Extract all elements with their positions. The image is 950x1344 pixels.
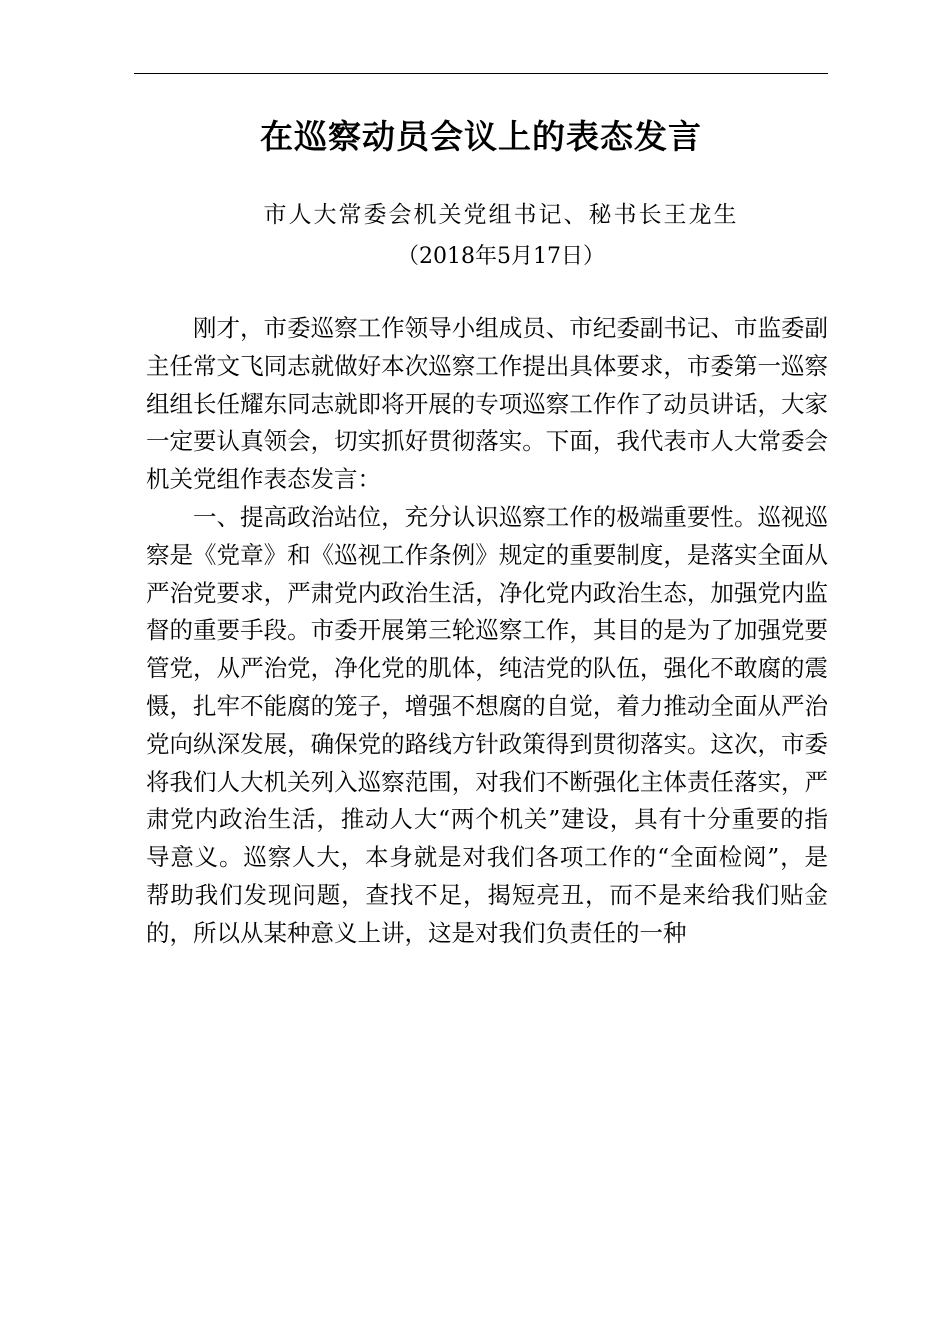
document-author: 市人大常委会机关党组书记、秘书长王龙生 — [263, 202, 739, 228]
paragraph: 刚才，市委巡察工作领导小组成员、市纪委副书记、市监委副主任常文飞同志就做好本次巡察工作提出具体要求，市委第一巡察组组长任耀东同志就即将开展的专项巡察工作作了动员讲话，大家一定要认真领会，切实抓好贯彻落实。下面，我代表市人大常委会机关党组作表态发言： — [146, 314, 828, 494]
header-rule — [134, 73, 828, 74]
document-title: 在巡察动员会议上的表态发言 — [260, 117, 702, 156]
paragraph: 一、提高政治站位，充分认识巡察工作的极端重要性。巡视巡察是《党章》和《巡视工作条例》规定的重要制度，是落实全面从严治党要求，严肃党内政治生活，净化党内政治生态，加强党内监督的重要手段。市委开展第三轮巡察工作，其目的是为了加强党要管党，从严治党，净化党的肌体，纯洁党的队伍，强化不敢腐的震慑，扎牢不能腐的笼子，增强不想腐的自觉，着力推动全面从严治党向纵深发展，确保党的路线方针政策得到贯彻落实。这次，市委将我们人大机关列入巡察范围，对我们不断强化主体责任落实，严肃党内政治生活，推动人大“两个机关”建设，具有十分重要的指导意义。巡察人大，本身就是对我们各项工作的“全面检阅”，是帮助我们发现问题，查找不足，揭短亮丑，而不是来给我们贴金的，所以从某种意义上讲，这是对我们负责任的一种 — [146, 502, 828, 947]
document-date: （2018年5月17日） — [397, 244, 605, 269]
document-body — [146, 310, 828, 953]
